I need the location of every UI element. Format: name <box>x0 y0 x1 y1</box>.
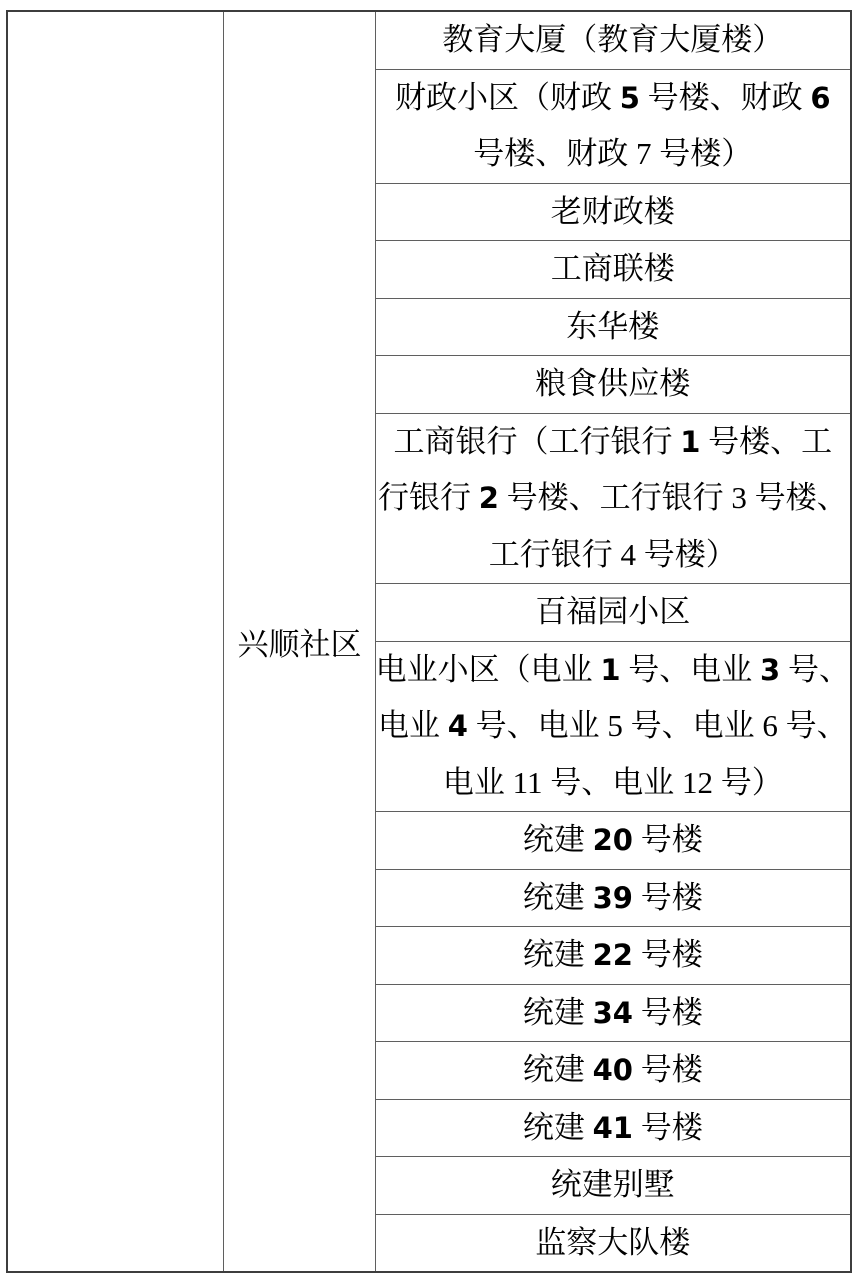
building-text-line <box>376 812 850 869</box>
building-text-line <box>376 184 850 241</box>
building-text-line <box>376 12 850 69</box>
text-segment: 号楼 <box>632 822 703 857</box>
building-cell <box>375 584 851 642</box>
building-cell <box>375 413 851 584</box>
community-buildings-table <box>6 10 852 1273</box>
community-name-cell <box>224 11 375 1272</box>
text-segment: 工行银行 4 号楼） <box>488 536 737 572</box>
building-text-line <box>376 1100 850 1157</box>
building-text-line <box>376 584 850 641</box>
building-text-line <box>376 414 850 471</box>
building-cell <box>375 1099 851 1157</box>
text-segment: 号楼 <box>632 994 703 1030</box>
building-cell <box>375 984 851 1042</box>
bold-number: 2 <box>478 481 499 515</box>
text-segment: 老财政楼 <box>550 193 675 229</box>
text-segment: 统建别墅 <box>550 1167 675 1202</box>
building-text-line <box>376 527 850 584</box>
bold-number: 34 <box>592 995 633 1030</box>
building-text-line <box>376 755 850 812</box>
bold-number: 4 <box>447 709 468 743</box>
text-segment: 统建 <box>522 822 593 857</box>
text-segment: 电业小区（电业 <box>375 651 601 687</box>
building-cell <box>375 1214 851 1272</box>
building-cell <box>375 241 851 299</box>
table-body <box>7 11 851 1272</box>
bold-number: 1 <box>680 424 701 459</box>
text-segment: 号楼 <box>632 937 703 972</box>
building-cell <box>375 812 851 870</box>
building-text-line <box>376 927 850 984</box>
building-cell <box>375 298 851 356</box>
building-text-line <box>376 470 850 527</box>
text-segment: 电业 <box>377 708 448 743</box>
building-text-line <box>376 70 850 127</box>
building-cell <box>375 183 851 241</box>
text-segment: 粮食供应楼 <box>535 366 691 401</box>
text-segment: 号楼、财政 7 号楼） <box>473 136 753 171</box>
building-cell <box>375 1157 851 1215</box>
bold-number: 22 <box>592 938 633 972</box>
building-cell <box>375 69 851 183</box>
building-text-line <box>376 1215 850 1272</box>
building-text-line <box>376 356 850 413</box>
building-text-line <box>376 642 850 699</box>
community-name: 兴顺社区 <box>237 627 362 662</box>
building-text-line <box>376 870 850 927</box>
text-segment: 号、电业 <box>620 651 761 687</box>
bold-number: 40 <box>592 1053 633 1087</box>
text-segment: 号楼、工 <box>700 423 833 459</box>
building-text-line <box>376 1042 850 1099</box>
text-segment: 号楼 <box>632 1109 703 1145</box>
text-segment: 统建 <box>522 937 593 972</box>
text-segment: 教育大厦（教育大厦楼） <box>442 22 784 57</box>
building-text-line <box>376 126 850 183</box>
text-segment: 统建 <box>522 994 593 1030</box>
table-row <box>7 11 851 69</box>
text-segment: 号、电业 5 号、电业 6 号、 <box>467 708 848 743</box>
text-segment: 东华楼 <box>566 308 660 344</box>
bold-number: 5 <box>619 80 640 115</box>
text-segment: 统建 <box>522 1109 593 1145</box>
bold-number: 1 <box>600 652 621 687</box>
text-segment: 号楼 <box>632 1052 703 1087</box>
text-segment: 号楼 <box>632 879 703 915</box>
text-segment: 号楼、工行银行 3 号楼、 <box>498 480 848 515</box>
building-cell <box>375 11 851 69</box>
text-segment: 统建 <box>522 1052 593 1087</box>
text-segment: 统建 <box>522 879 593 915</box>
building-text-line <box>376 985 850 1042</box>
bold-number: 6 <box>810 80 831 115</box>
text-segment: 行银行 <box>377 480 479 515</box>
building-cell <box>375 927 851 985</box>
text-segment: 工商联楼 <box>550 251 675 286</box>
building-text-line <box>376 241 850 298</box>
text-segment: 监察大队楼 <box>535 1224 691 1260</box>
building-cell <box>375 869 851 927</box>
bold-number: 41 <box>592 1110 633 1145</box>
left-empty-cell <box>7 11 224 1272</box>
text-segment: 财政小区（财政 <box>394 79 620 115</box>
text-segment: 号楼、财政 <box>639 79 811 115</box>
bold-number: 39 <box>592 880 633 915</box>
bold-number: 20 <box>592 823 633 857</box>
text-segment: 工商银行（工行银行 <box>393 423 681 459</box>
text-segment: 号、 <box>780 651 850 687</box>
building-text-line <box>376 1157 850 1214</box>
building-cell <box>375 356 851 414</box>
bold-number: 3 <box>760 652 781 687</box>
text-segment: 百福园小区 <box>535 594 691 629</box>
building-cell <box>375 641 851 812</box>
building-text-line <box>376 698 850 755</box>
text-segment: 电业 11 号、电业 12 号） <box>442 764 783 800</box>
building-text-line <box>376 299 850 356</box>
building-cell <box>375 1042 851 1100</box>
